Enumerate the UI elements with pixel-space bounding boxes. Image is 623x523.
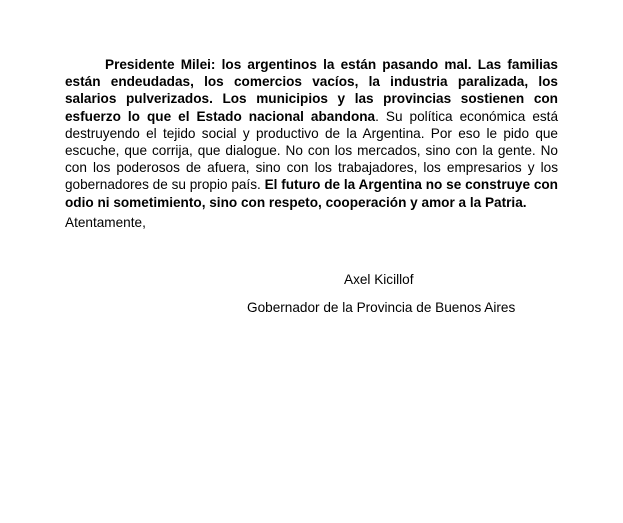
body-segment-conclusion: El futuro de la Argentina no se construye con odio ni sometimiento, sino con respeto, cooperación y amor a la Patria. [65,177,558,210]
signature-name: Axel Kicillof [344,272,414,287]
body-segment-middle: . Su política económica está destruyendo el tejido social y productivo de la Argentina. Por eso le pido que escuche, que corrija, que dialogue. No con los mercados, sino con la gente. No con los poderosos de afuera, sino con los trabajadores, los empresarios y los gobernadores de su propio país. [65,108,559,193]
letter-body [65,56,558,211]
signature-title: Gobernador de la Provincia de Buenos Aires [247,300,516,315]
body-segment-opening: Presidente Milei: los argentinos la están pasando mal. Las familias están endeudadas, los comercios vacíos, la industria paralizada, los salarios pulverizados. Los municipios y las provincias sostienen con esfuerzo lo que el Estado nacional abandona [65,57,558,124]
letter-closing: Atentamente, [65,215,146,230]
